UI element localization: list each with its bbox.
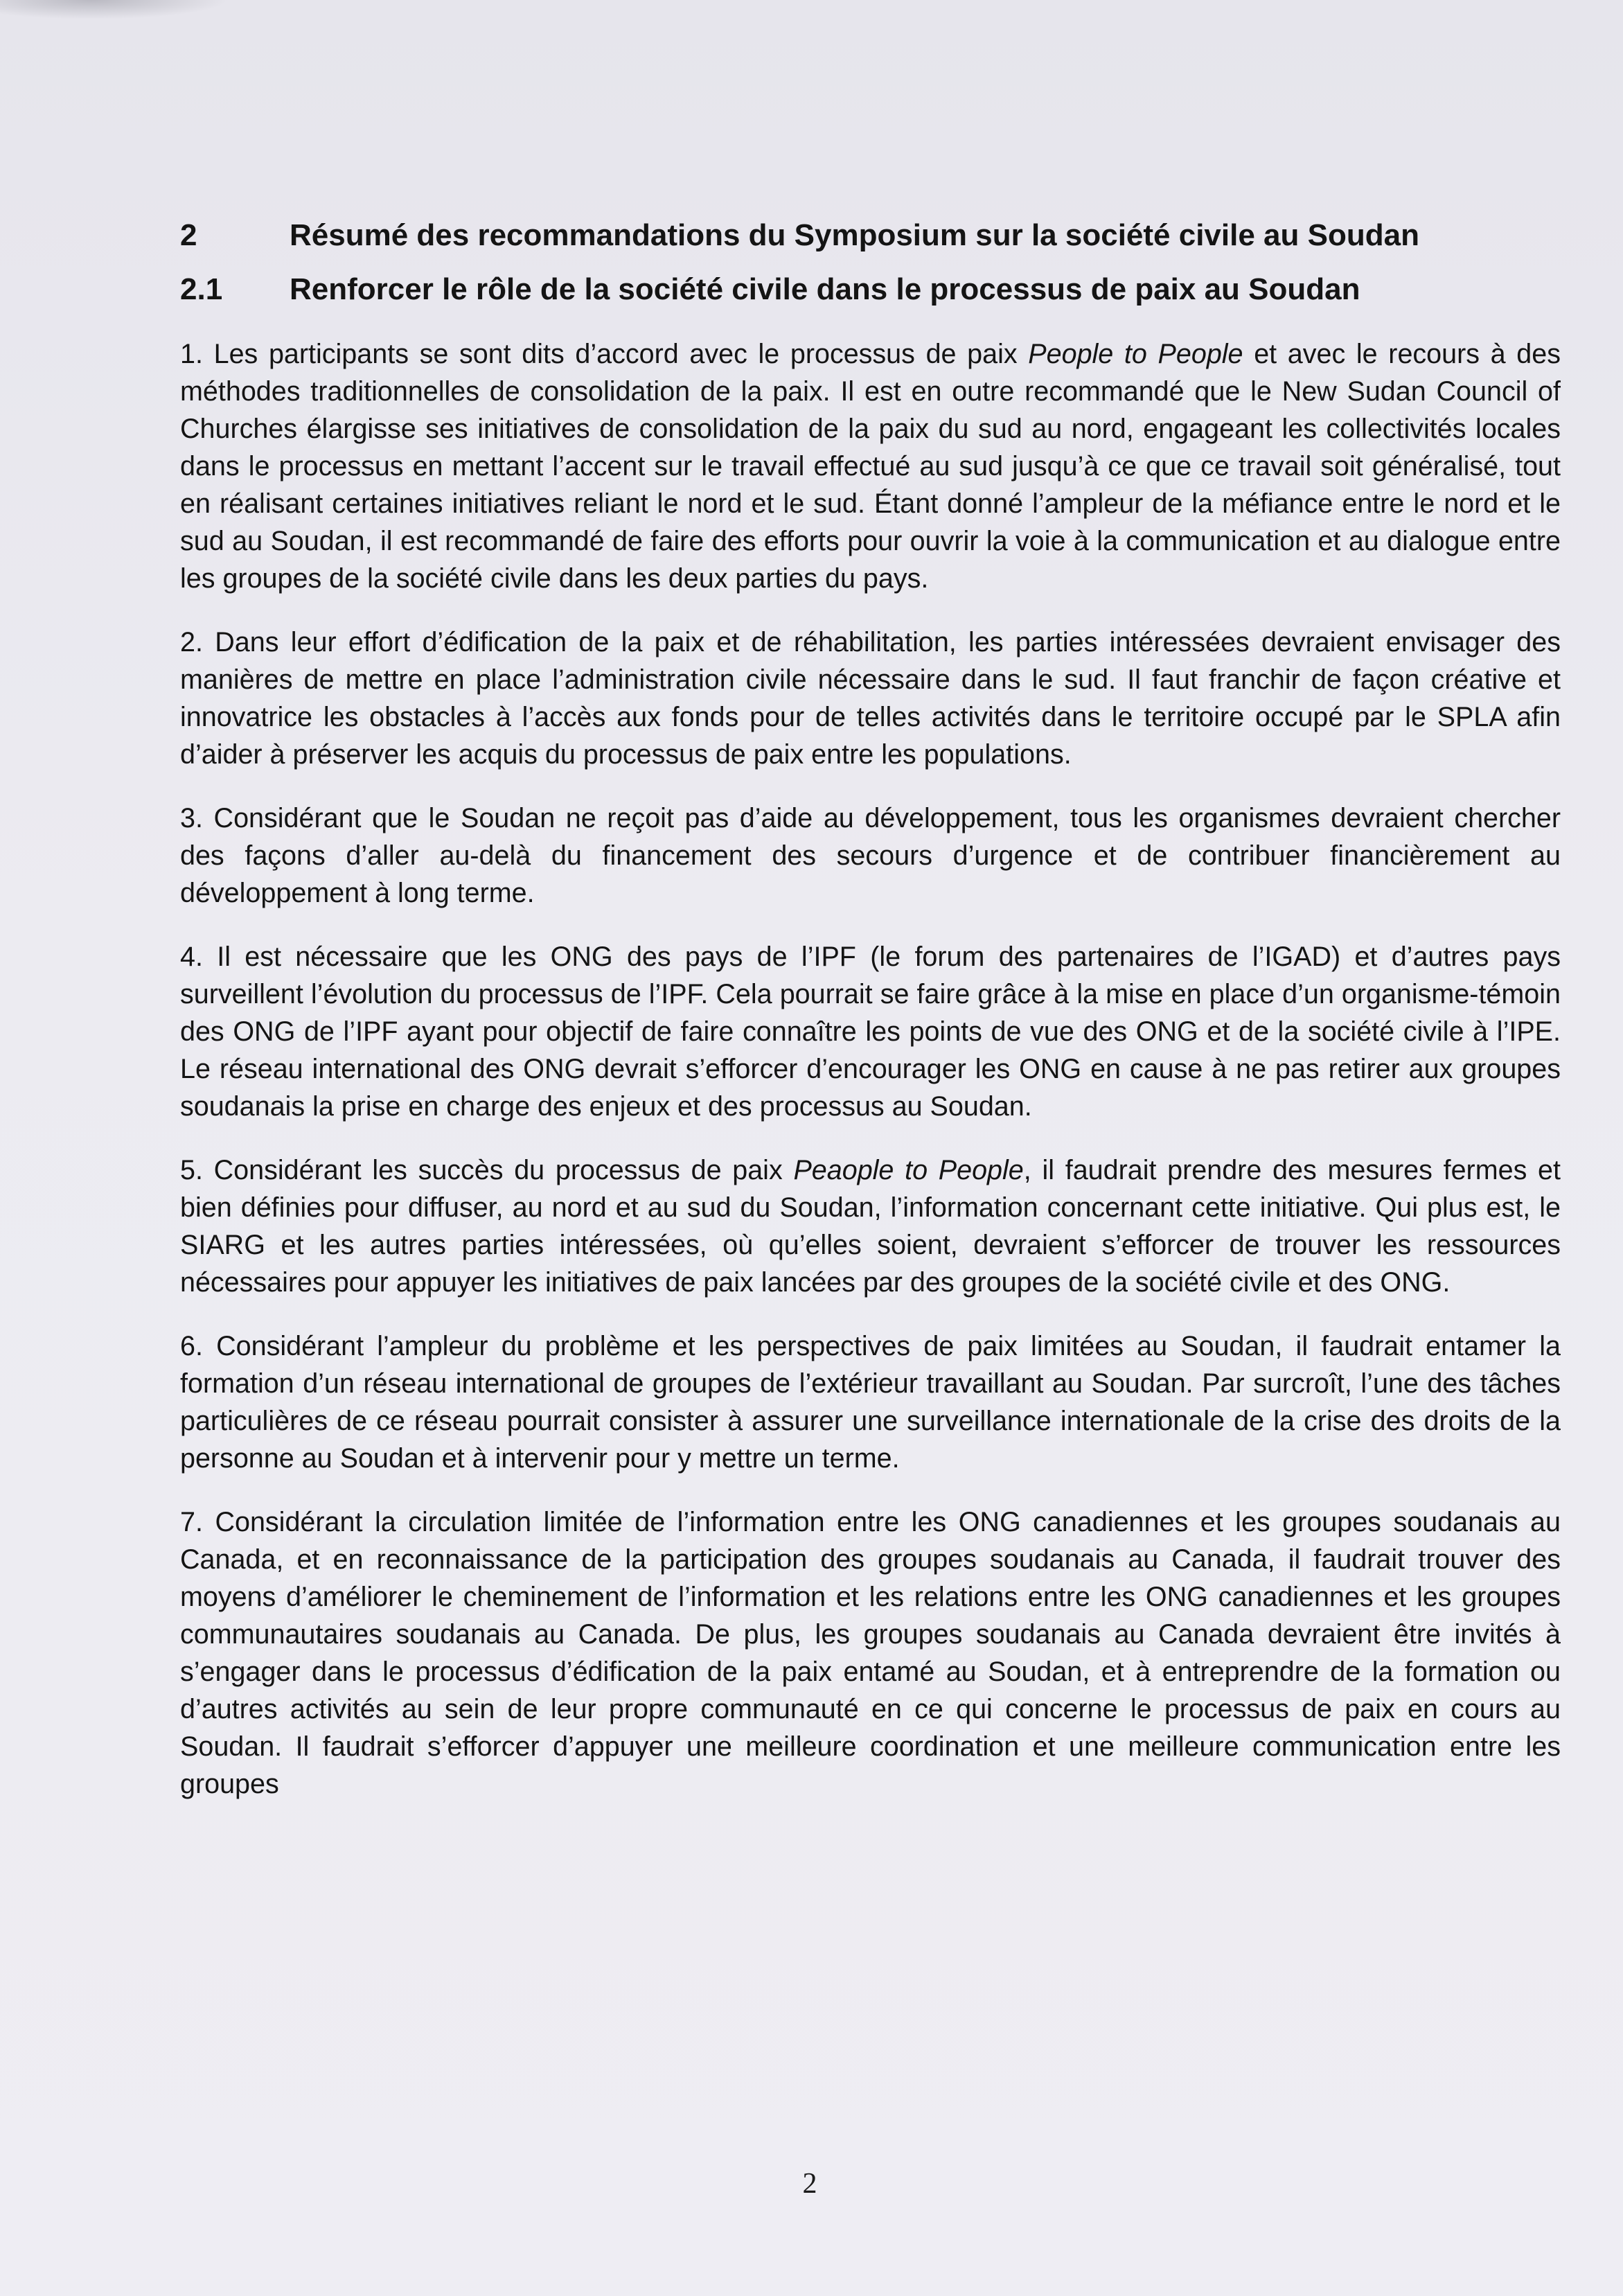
scan-shadow xyxy=(0,0,229,19)
paragraph-text: 2. Dans leur effort d’édification de la paix et de réhabilitation, les parties intéressées devraient envisager des manières de mettre en place l’administration civile nécessaire dans le sud. Il faut franchir de façon créative et innovatrice les obstacles à l’accès aux fonds pour de telles activités dans le territoire occupé par le SPLA afin d’aider à préserver les acquis du processus de paix entre les populations. xyxy=(180,627,1561,770)
section-heading xyxy=(180,216,1561,255)
recommendation-2 xyxy=(180,624,1561,773)
paragraph-text-cont: et avec le recours à des méthodes traditionnelles de consolidation de la paix. Il est en outre recommandé que le New Sudan Council of Churches élargisse ses initiatives de consolidation de la paix du sud au nord, engageant les collectivités locales dans le processus en mettant l’accent sur le travail effectué au sud jusqu’à ce que ce travail soit généralisé, tout en réalisant certaines initiatives reliant le nord et le sud. Étant donné l’ampleur de la méfiance entre le nord et le sud au Soudan, il est recommandé de faire des efforts pour ouvrir la voie à la communication et au dialogue entre les groupes de la société civile dans les deux parties du pays. xyxy=(180,339,1561,594)
recommendation-6 xyxy=(180,1327,1561,1477)
page-content xyxy=(180,216,1561,1829)
paragraph-text: 5. Considérant les succès du processus de paix xyxy=(180,1155,794,1185)
recommendation-5 xyxy=(180,1151,1561,1301)
paragraph-italic: People to People xyxy=(1028,339,1243,369)
paragraph-text: 1. Les participants se sont dits d’accord avec le processus de paix xyxy=(180,339,1029,369)
recommendation-7 xyxy=(180,1503,1561,1803)
paragraph-text: 4. Il est nécessaire que les ONG des pays de l’IPF (le forum des partenaires de l’IGAD) et d’autres pays surveillent l’évolution du processus de l’IPF. Cela pourrait se faire grâce à la mise en place d’un organisme-témoin des ONG de l’IPF ayant pour objectif de faire connaître les points de vue des ONG et de la société civile à l’IPE. Le réseau international des ONG devrait s’efforcer d’encourager les ONG en cause à ne pas retirer aux groupes soudanais la prise en charge des enjeux et des processus au Soudan. xyxy=(180,942,1561,1122)
page-number: 2 xyxy=(802,2168,817,2200)
recommendation-1 xyxy=(180,335,1561,597)
recommendation-3 xyxy=(180,800,1561,912)
paragraph-text: 3. Considérant que le Soudan ne reçoit pas d’aide au développement, tous les organismes devraient chercher des façons d’aller au-delà du financement des secours d’urgence et de contribuer financièrement au développement à long terme. xyxy=(180,803,1561,908)
paragraph-text-cont: , il faudrait prendre des mesures fermes et bien définies pour diffuser, au nord et au sud du Soudan, l’information concernant cette initiative. Qui plus est, le SIARG et les autres parties intéressées, où qu’elles soient, devraient s’efforcer de trouver les ressources nécessaires pour appuyer les initiatives de paix lancées par des groupes de la société civile et des ONG. xyxy=(180,1155,1561,1298)
paragraph-text: 7. Considérant la circulation limitée de l’information entre les ONG canadiennes et les groupes soudanais au Canada, et en reconnaissance de la participation des groupes soudanais au Canada, il faudrait trouver des moyens d’améliorer le cheminement de l’information et les relations entre les ONG canadiennes et les groupes communautaires soudanais au Canada. De plus, les groupes soudanais au Canada devraient être invités à s’engager dans le processus d’édification de la paix entamé au Soudan, et à entreprendre de la formation ou d’autres activités au sein de leur propre communauté en ce qui concerne le processus de paix en cours au Soudan. Il faudrait s’efforcer d’appuyer une meilleure coordination et une meilleure communication entre les groupes xyxy=(180,1507,1561,1799)
paragraph-text: 6. Considérant l’ampleur du problème et les perspectives de paix limitées au Soudan, il faudrait entamer la formation d’un réseau international de groupes de l’extérieur travaillant au Soudan. Par surcroît, l’une des tâches particulières de ce réseau pourrait consister à assurer une surveillance internationale de la crise des droits de la personne au Soudan et à intervenir pour y mettre un terme. xyxy=(180,1331,1561,1474)
paragraph-italic: Peaople to People xyxy=(793,1155,1024,1185)
recommendation-4 xyxy=(180,938,1561,1125)
subsection-heading xyxy=(180,270,1561,309)
subsection-title: Renforcer le rôle de la société civile dans le processus de paix au Soudan xyxy=(290,272,1360,306)
section-title: Résumé des recommandations du Symposium sur la société civile au Soudan xyxy=(290,218,1419,252)
section-number: 2 xyxy=(180,218,197,252)
subsection-number: 2.1 xyxy=(180,272,223,306)
